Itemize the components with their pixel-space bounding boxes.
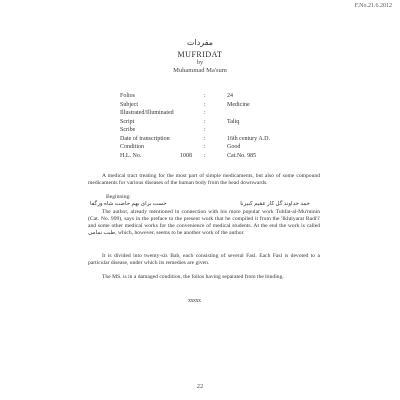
metadata-label: Folios [120,93,136,99]
metadata-table [120,92,310,160]
metadata-row [120,126,310,135]
metadata-row [120,92,310,101]
metadata-value: Medicine [227,101,250,108]
metadata-colon: : [204,152,206,159]
metadata-label: Illustrated/Illuminated [120,110,174,116]
beginning-label: Beginning: [106,194,131,200]
metadata-value [227,126,310,135]
metadata-extra: 1008 [180,152,192,159]
by-label: by [197,60,203,66]
metadata-colon: : [204,110,206,116]
metadata-label: H.L. No. [120,152,142,159]
page-number: 22 [196,383,204,390]
metadata-colon: : [204,101,206,108]
metadata-label: Date of transcription [120,135,170,142]
metadata-colon: : [204,93,206,99]
metadata-colon: : [204,135,206,142]
manuscript-title: MUFRIDAT [177,50,223,59]
metadata-extra [180,101,204,110]
metadata-colon: : [204,144,206,150]
metadata-label: Condition [120,144,145,150]
metadata-extra [180,143,204,152]
metadata-extra [180,109,204,118]
metadata-value: Taliq [227,118,240,125]
metadata-extra [180,126,204,135]
metadata-label: Script [120,118,135,125]
metadata-row [120,118,310,127]
urdu-title: مفردات [186,38,214,47]
division-paragraph: It is divided into twenty-six Bab, each consisting of several Fasl. Each Fasl is devoted to a particular disease, under which its remedies are given. [88,253,320,267]
metadata-colon: : [204,118,206,125]
metadata-extra [180,118,204,127]
reference-number: F.No.21.6.2012 [354,3,392,9]
description-paragraph: A medical tract treating for the most part of simple medicaments, but also of some compound medicaments for various diseases of the human body from the head downwards. [88,173,320,187]
metadata-colon: : [204,127,206,133]
metadata-row [120,143,310,152]
metadata-label: Subject [120,101,138,108]
beginning-verse-a: حمد خداوند گل کار عقیم کبیرنا [240,201,310,207]
metadata-value: Good [227,144,241,150]
condition-paragraph: The MS. is in a damaged condition, the folios having separated from the binding. [102,274,284,280]
metadata-row [120,109,310,118]
metadata-row [120,101,310,110]
beginning-verse-b: حست برای بهم حاصت شاه ورگفا [90,201,167,207]
metadata-extra [180,92,204,101]
metadata-label: Scribe [120,127,136,133]
metadata-value: 16th century A.D. [227,135,270,142]
metadata-value: 24 [227,93,233,99]
metadata-row [120,152,310,161]
metadata-extra [180,135,204,144]
metadata-row [120,135,310,144]
section-separator: xxxxx [188,298,201,304]
metadata-value [227,109,310,118]
beginning-text [90,201,310,207]
author-name: Muhammad Ma'sum [173,67,227,74]
author-paragraph: The author, already mentioned in connection with his more popular work Tuhfat-al-Mu'minin (Cat. No. 999), says in the preface to the present work that he compiled it from the 'Ikhtiyarat Badi'i' and some other medical works for the convenience of medical students. At the end the work is called طبب نمامی, which, however, seems to be another work of the author. [88,209,320,237]
metadata-value: Cat.No. 985 [227,152,257,159]
